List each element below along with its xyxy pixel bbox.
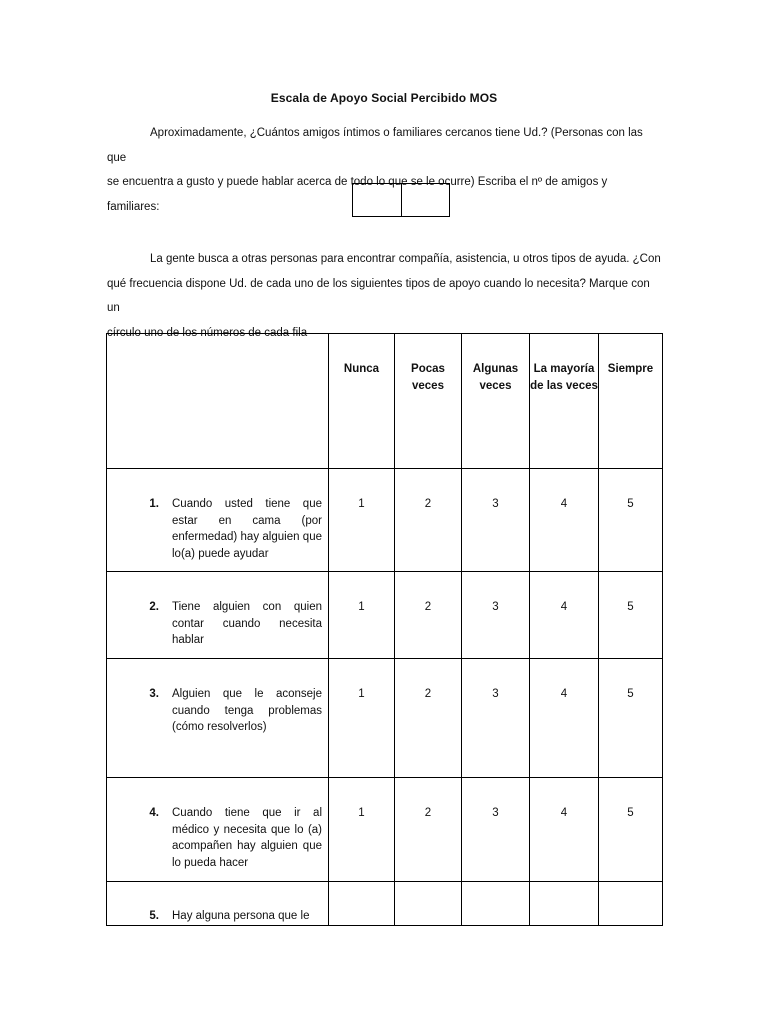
header-blank (107, 334, 329, 469)
friends-count-boxes (352, 183, 450, 217)
item-number: 4. (149, 807, 159, 819)
document-title: Escala de Apoyo Social Percibido MOS (270, 91, 498, 105)
instructions-line-1: La gente busca a otras personas para encontrar compañía, asistencia, u otros tipos de ayuda. ¿Con (150, 253, 661, 265)
header-algunas-veces: Algunas veces (462, 334, 530, 469)
rating-nunca[interactable]: 1 (329, 572, 395, 659)
item-number: 5. (149, 910, 159, 922)
rating-algunas-veces[interactable]: 3 (462, 778, 530, 882)
header-la-mayoria: La mayoría de las veces (530, 334, 599, 469)
rating-pocas-veces[interactable]: 2 (395, 469, 462, 572)
rating-siempre[interactable]: 5 (599, 469, 663, 572)
intro-line-1: Aproximadamente, ¿Cuántos amigos íntimos o familiares cercanos tiene Ud.? (Personas con las que (107, 127, 643, 164)
item-cell (107, 659, 329, 778)
rating-siempre[interactable]: 5 (599, 572, 663, 659)
item-text: Tiene alguien con quien contar cuando necesita hablar (172, 601, 322, 646)
item-cell (107, 572, 329, 659)
table-row (107, 469, 663, 572)
item-text: Cuando usted tiene que estar en cama (por enfermedad) hay alguien que lo(a) puede ayudar (172, 498, 322, 560)
item-text: Alguien que le aconseje cuando tenga problemas (cómo resolverlos) (172, 688, 322, 733)
table-row (107, 882, 663, 926)
friends-count-box-1[interactable] (353, 184, 401, 216)
table-row (107, 659, 663, 778)
item-number: 3. (149, 688, 159, 700)
item-number: 2. (149, 601, 159, 613)
table-row (107, 778, 663, 882)
rating-algunas-veces[interactable]: 3 (462, 469, 530, 572)
rating-siempre[interactable]: 5 (599, 778, 663, 882)
rating-la-mayoria[interactable]: 4 (530, 659, 599, 778)
support-scale-table (106, 333, 663, 926)
header-row (107, 334, 663, 469)
table-row (107, 572, 663, 659)
item-text: Hay alguna persona que le (172, 910, 310, 922)
rating-la-mayoria[interactable]: 4 (530, 572, 599, 659)
item-number: 1. (149, 498, 159, 510)
rating-algunas-veces[interactable] (462, 882, 530, 926)
rating-la-mayoria[interactable] (530, 882, 599, 926)
instructions-paragraph (107, 247, 662, 345)
header-nunca: Nunca (329, 334, 395, 469)
intro-line-2: se encuentra a gusto y puede hablar acerca de todo lo que se le ocurre) Escriba el nº de amigos y familiares: (107, 176, 608, 213)
rating-pocas-veces[interactable]: 2 (395, 659, 462, 778)
friends-count-box-2[interactable] (401, 184, 450, 216)
instructions-line-3: círculo uno de los números de cada fila (107, 326, 308, 339)
rating-algunas-veces[interactable]: 3 (462, 572, 530, 659)
header-pocas-veces: Pocas veces (395, 334, 462, 469)
rating-la-mayoria[interactable]: 4 (530, 778, 599, 882)
rating-pocas-veces[interactable] (395, 882, 462, 926)
rating-siempre[interactable]: 5 (599, 659, 663, 778)
item-cell (107, 469, 329, 572)
rating-siempre[interactable] (599, 882, 663, 926)
item-cell (107, 778, 329, 882)
header-siempre: Siempre (599, 334, 663, 469)
item-cell (107, 882, 329, 926)
rating-pocas-veces[interactable]: 2 (395, 572, 462, 659)
rating-nunca[interactable]: 1 (329, 469, 395, 572)
rating-pocas-veces[interactable]: 2 (395, 778, 462, 882)
rating-nunca[interactable]: 1 (329, 659, 395, 778)
rating-nunca[interactable] (329, 882, 395, 926)
rating-nunca[interactable]: 1 (329, 778, 395, 882)
item-text: Cuando tiene que ir al médico y necesita que lo (a) acompañen hay alguien que lo pueda hacer (172, 807, 322, 869)
instructions-line-2: qué frecuencia dispone Ud. de cada uno de los siguientes tipos de apoyo cuando lo necesita? Marque con un (107, 277, 650, 314)
rating-la-mayoria[interactable]: 4 (530, 469, 599, 572)
rating-algunas-veces[interactable]: 3 (462, 659, 530, 778)
